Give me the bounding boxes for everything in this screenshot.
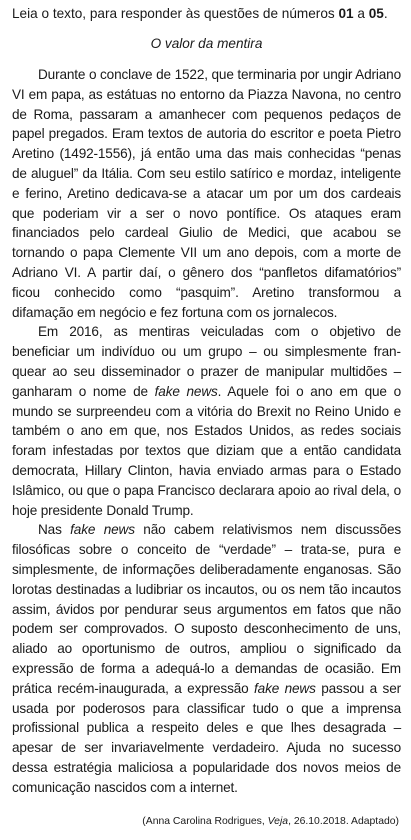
source-author: (Anna Carolina Rodrigues, [142, 816, 268, 827]
paragraph-2-text-b: . Aquele foi o ano em que o mundo se surpreendeu com a vitória do Brexit no Reino Unido e também o ano em que, nos Estados Unidos, as redes sociais foram infestadas por textos que diziam que a então candidata democrata, Hillary Clinton, havia enviado armas para o Estado Islâmico, ou que o papa Francisco declarara apoio ao rival dela, o hoje presidente Donald Trump. [12, 383, 402, 518]
source-date: , 26.10.2018. Adaptado) [288, 816, 399, 827]
instruction-suffix: . [383, 6, 388, 21]
paragraph-3 [12, 520, 401, 797]
instruction-middle: a [353, 6, 369, 21]
paragraph-1: Durante o conclave de 1522, que terminaria por ungir Adriano VI em papa, as estátuas no entorno da Piazza Navona, no centro de Roma, passaram a amanhecer com pequenos pedaços de papel pregados. Eram textos de autoria do escritor e poeta Pietro Aretino (1492-1556), já então uma das mais conhecidas “penas de aluguel” da Itália. Com seu estilo satírico e mordaz, inteligente e ferino, Aretino dedicava-se a atacar um por um dos cardeais que poderiam vir a ser o novo pontífice. Os ataques eram financiados pelo cardeal Giulio de Medici, que acabou se tornando o papa Clemente VII um ano depois, com a morte de Adriano VI. A partir daí, o gênero dos “panfletos difamatórios” ficou conhecido como “pasquim”. Aretino transformou a difamação em negócio e fez fortuna com os jornalecos. [12, 67, 401, 320]
paragraph-3-fake-news-2: fake news [254, 680, 316, 696]
paragraph-3-text-a: Nas [38, 522, 71, 538]
article-title: O valor da mentira [150, 36, 263, 51]
instruction-last-number: 05 [368, 6, 384, 21]
paragraph-3-text-b: não cabem relativismos nem discussões filosóficas sobre o conceito de “verdade” – trata-se, pura e simplesmente, de informações deliberadamente enganosas. São lorotas destinadas a ludibriar os incautos, ou os nem tão incautos assim, ávidos por pendurar seus argumentos em fatos que não podem ser comprovados. O suposto desconhecimento de uns, aliado ao oportunismo de outros, ampliou o significado da expressão de forma a adequá-lo a demandas de ocasião. Em prática recém-inaugurada, a expressão [12, 522, 401, 696]
source-citation [142, 815, 399, 829]
paragraph-3-fake-news-1: fake news [70, 522, 135, 538]
paragraph-2-text-a: Em 2016, as mentiras veiculadas com o objetivo de beneficiar um indivíduo ou um grupo – ou simplesmente franquear ao seu disseminador o prazer de manipular multidões – ganharam o nome de [12, 324, 401, 399]
paragraph-2-fake-news: fake news [154, 383, 218, 399]
source-publication: Veja [267, 816, 289, 827]
instruction-prefix: Leia o texto, para responder às questões de números [12, 6, 339, 21]
paragraph-2 [12, 322, 401, 520]
instruction-first-number: 01 [338, 6, 354, 21]
instruction-line [12, 4, 401, 23]
paragraph-3-text-c: passou a ser usada por poderosos para classificar tudo o que a imprensa profissional publica a respeito deles e que lhes desagrada – apesar de ser invariavelmente verdadeiro. Ajuda no sucesso dessa estratégia maliciosa a popularidade dos novos meios de comunicação nascidos com a internet. [12, 680, 401, 795]
